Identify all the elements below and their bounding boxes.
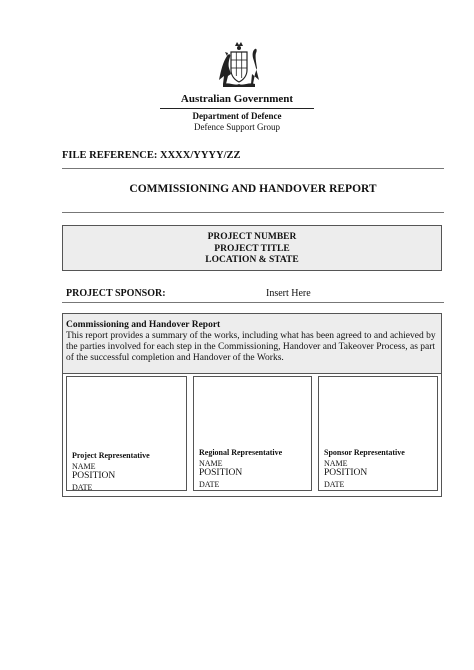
signatory-name: NAME: [72, 462, 96, 471]
commissioning-heading: Commissioning and Handover Report: [66, 320, 221, 330]
sponsor-value: Insert Here: [266, 288, 311, 299]
signature-block-sponsor: [315, 374, 441, 496]
sponsor-label: PROJECT SPONSOR:: [66, 288, 166, 299]
government-header: [160, 94, 314, 133]
signatory-position: POSITION: [199, 468, 243, 478]
project-title: PROJECT TITLE: [214, 243, 290, 254]
divider-title: [62, 212, 444, 213]
commissioning-body: This report provides a summary of the works, including what has been agreed to and achieved by the parties involved for each step in the Commissioning, Handover and Takeover Process, as part of the successful completion and Handover of the Works.: [66, 331, 436, 363]
signatory-role: Regional Representative: [199, 448, 283, 457]
project-number: PROJECT NUMBER: [207, 232, 297, 242]
signatory-position: POSITION: [72, 471, 116, 481]
divider-sponsor: [62, 302, 444, 303]
divider-top: [62, 168, 444, 169]
signatory-name: NAME: [199, 459, 223, 468]
commissioning-section: [62, 313, 442, 497]
signature-panel: [193, 376, 312, 491]
signatory-role: Sponsor Representative: [324, 448, 405, 457]
signature-block-regional: [190, 374, 315, 496]
group-name: Defence Support Group: [194, 122, 280, 132]
signatory-date: DATE: [72, 483, 93, 492]
coat-of-arms-logo: [215, 40, 263, 90]
signature-panel: [318, 376, 438, 491]
signatory-role: Project Representative: [72, 451, 150, 460]
signatory-name: NAME: [324, 459, 348, 468]
commissioning-summary: [63, 314, 441, 374]
signatory-position: POSITION: [324, 468, 368, 478]
report-title: COMMISSIONING AND HANDOVER REPORT: [129, 183, 377, 195]
signature-panel: [66, 376, 187, 491]
department-name: Department of Defence: [192, 111, 282, 121]
file-reference: FILE REFERENCE: XXXX/YYYY/ZZ: [62, 150, 241, 161]
signatory-date: DATE: [324, 480, 345, 489]
project-details-box: [62, 225, 442, 271]
government-name: Australian Government: [180, 93, 294, 105]
signatory-date: DATE: [199, 480, 220, 489]
header-rule: [160, 108, 314, 109]
signature-block-project: [63, 374, 190, 496]
project-location: LOCATION & STATE: [205, 255, 299, 265]
